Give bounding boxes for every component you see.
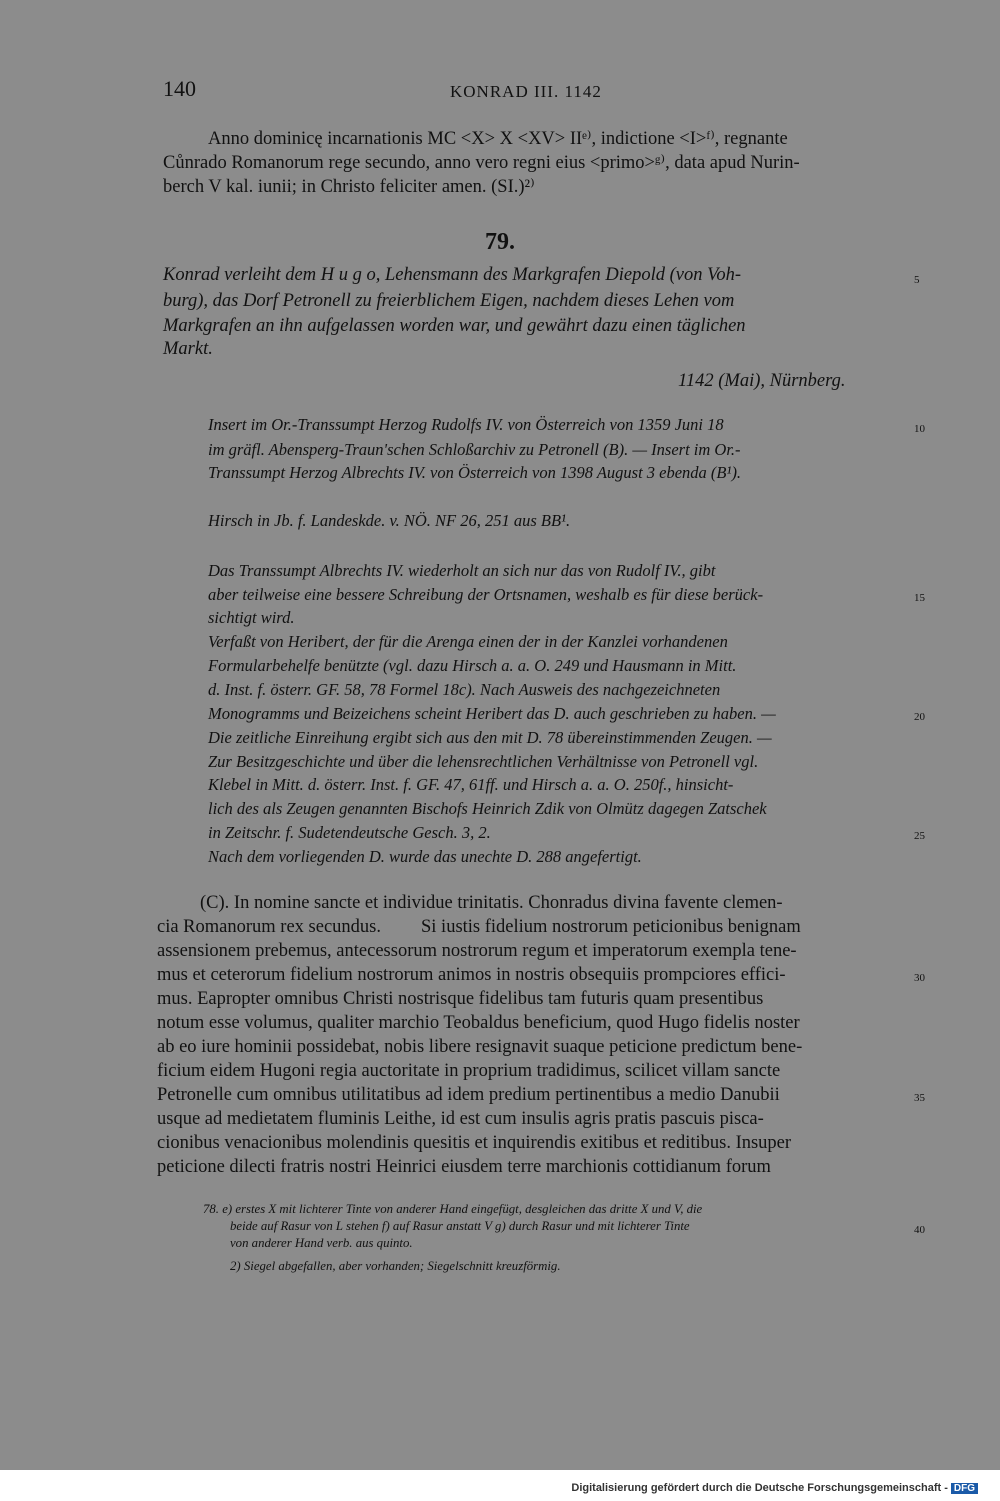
text-line: mus et ceterorum fidelium nostrorum animos in nostris obsequiis prompciores effici- [157, 965, 786, 985]
document-number: 79. [485, 229, 515, 255]
margin-line-number: 40 [914, 1224, 925, 1236]
margin-line-number: 20 [914, 711, 925, 723]
text-line: Petronelle cum omnibus utilitatibus ad idem predium pertinentibus a medio Danubii [157, 1085, 780, 1105]
commentary-line: Klebel in Mitt. d. österr. Inst. f. GF. 47, 61ff. und Hirsch a. a. O. 250f., hinsicht- [208, 775, 734, 794]
margin-line-number: 5 [914, 274, 920, 286]
funding-footer [571, 1482, 978, 1494]
commentary-line: Formularbehelfe benützte (vgl. dazu Hirsch a. a. O. 249 und Hausmann in Mitt. [208, 656, 737, 675]
regest-line: burg), das Dorf Petronell zu freierblichem Eigen, nachdem dieses Lehen vom [163, 291, 735, 311]
commentary-line: Nach dem vorliegenden D. wurde das unechte D. 288 angefertigt. [208, 847, 642, 866]
text-line: ficium eidem Hugoni regia auctoritate in proprium tradidimus, scilicet villam sancte [157, 1061, 781, 1081]
commentary-line: in Zeitschr. f. Sudetendeutsche Gesch. 3, 2. [208, 823, 491, 842]
prev-text-line: berch V kal. iunii; in Christo feliciter amen. (SI.)²⁾ [163, 177, 535, 197]
date-place: 1142 (Mai), Nürnberg. [678, 371, 846, 391]
margin-line-number: 35 [914, 1092, 925, 1104]
regest-line: Markt. [163, 339, 213, 359]
commentary-line: Die zeitliche Einreihung ergibt sich aus den mit D. 78 übereinstimmenden Zeugen. — [208, 728, 772, 747]
commentary-line: lich des als Zeugen genannten Bischofs Heinrich Zdik von Olmütz dagegen Zatschek [208, 799, 767, 818]
margin-line-number: 30 [914, 972, 925, 984]
margin-line-number: 15 [914, 592, 925, 604]
tradition-line: Transsumpt Herzog Albrechts IV. von Österreich von 1398 August 3 ebenda (B¹). [208, 463, 742, 482]
commentary-line: aber teilweise eine bessere Schreibung der Ortsnamen, weshalb es für diese berück- [208, 585, 764, 604]
prev-text-line: Cůnrado Romanorum rege secundo, anno vero regni eius <primo>ᵍ⁾, data apud Nurin- [163, 153, 800, 173]
footnote-line: beide auf Rasur von L stehen f) auf Rasur anstatt V g) durch Rasur und mit lichterer Tinte [230, 1219, 690, 1233]
commentary-line: Monogramms und Beizeichens scheint Heribert das D. auch geschrieben zu haben. — [208, 704, 776, 723]
footnote-line: 2) Siegel abgefallen, aber vorhanden; Siegelschnitt kreuzförmig. [230, 1259, 561, 1273]
commentary-line: Verfaßt von Heribert, der für die Arenga einen der in der Kanzlei vorhandenen [208, 632, 728, 651]
commentary-line: Das Transsumpt Albrechts IV. wiederholt an sich nur das von Rudolf IV., gibt [208, 561, 716, 580]
margin-line-number: 25 [914, 830, 925, 842]
text-segment: cia Romanorum rex secundus. [157, 917, 381, 937]
page-number: 140 [163, 76, 196, 101]
edition-line: Hirsch in Jb. f. Landeskde. v. NÖ. NF 26, 251 aus BB¹. [208, 511, 571, 530]
prev-text-line: Anno dominicę incarnationis MC <X> X <XV> IIᵉ⁾, indictione <I>ᶠ⁾, regnante [208, 129, 788, 149]
dfg-logo: DFG [951, 1483, 978, 1494]
text-segment: Si iustis fidelium nostrorum peticionibus benignam [421, 917, 801, 937]
text-line: (C). In nomine sancte et individue trinitatis. Chonradus divina favente clemen- [200, 893, 783, 913]
tradition-line: im gräfl. Abensperg-Traun'schen Schloßarchiv zu Petronell (B). — Insert im Or.- [208, 440, 741, 459]
commentary-line: sichtigt wird. [208, 608, 295, 627]
text-line: mus. Eapropter omnibus Christi nostrisque fidelibus tam futuris quam presentibus [157, 989, 764, 1009]
text-line: usque ad medietatem fluminis Leithe, id est cum insulis agris pratis pascuis pisca- [157, 1109, 764, 1129]
text-line: ab eo iure hominii possidebat, nobis libere resignavit suaque peticione predictum bene- [157, 1037, 803, 1057]
footer-text: Digitalisierung gefördert durch die Deutsche Forschungsgemeinschaft - [571, 1482, 948, 1494]
text-line: cionibus venacionibus molendinis quesitis et inquirendis exitibus et reditibus. Insuper [157, 1133, 792, 1153]
regest-line: Konrad verleiht dem H u g o, Lehensmann des Markgrafen Diepold (von Voh- [163, 265, 742, 285]
text-line: assensionem prebemus, antecessorum nostrorum regum et imperatorum exempla tene- [157, 941, 797, 961]
margin-line-number: 10 [914, 423, 925, 435]
text-line: notum esse volumus, qualiter marchio Teobaldus beneficium, quod Hugo fidelis noster [157, 1013, 800, 1033]
text-line: peticione dilecti fratris nostri Heinrici eiusdem terre marchionis cottidianum forum [157, 1157, 771, 1177]
tradition-line: Insert im Or.-Transsumpt Herzog Rudolfs IV. von Österreich von 1359 Juni 18 [208, 415, 724, 434]
commentary-line: d. Inst. f. österr. GF. 58, 78 Formel 18c). Nach Ausweis des nachgezeichneten [208, 680, 721, 699]
text-line [157, 917, 801, 938]
running-head: KONRAD III. 1142 [450, 82, 602, 101]
regest-line: Markgrafen an ihn aufgelassen worden war, und gewährt dazu einen täglichen [163, 316, 746, 336]
footnote-line: 78. e) erstes X mit lichterer Tinte von anderer Hand eingefügt, desgleichen das dritte X und V, die [203, 1202, 703, 1216]
footnote-line: von anderer Hand verb. aus quinto. [230, 1236, 413, 1250]
commentary-line: Zur Besitzgeschichte und über die lehensrechtlichen Verhältnisse von Petronell vgl. [208, 752, 759, 771]
